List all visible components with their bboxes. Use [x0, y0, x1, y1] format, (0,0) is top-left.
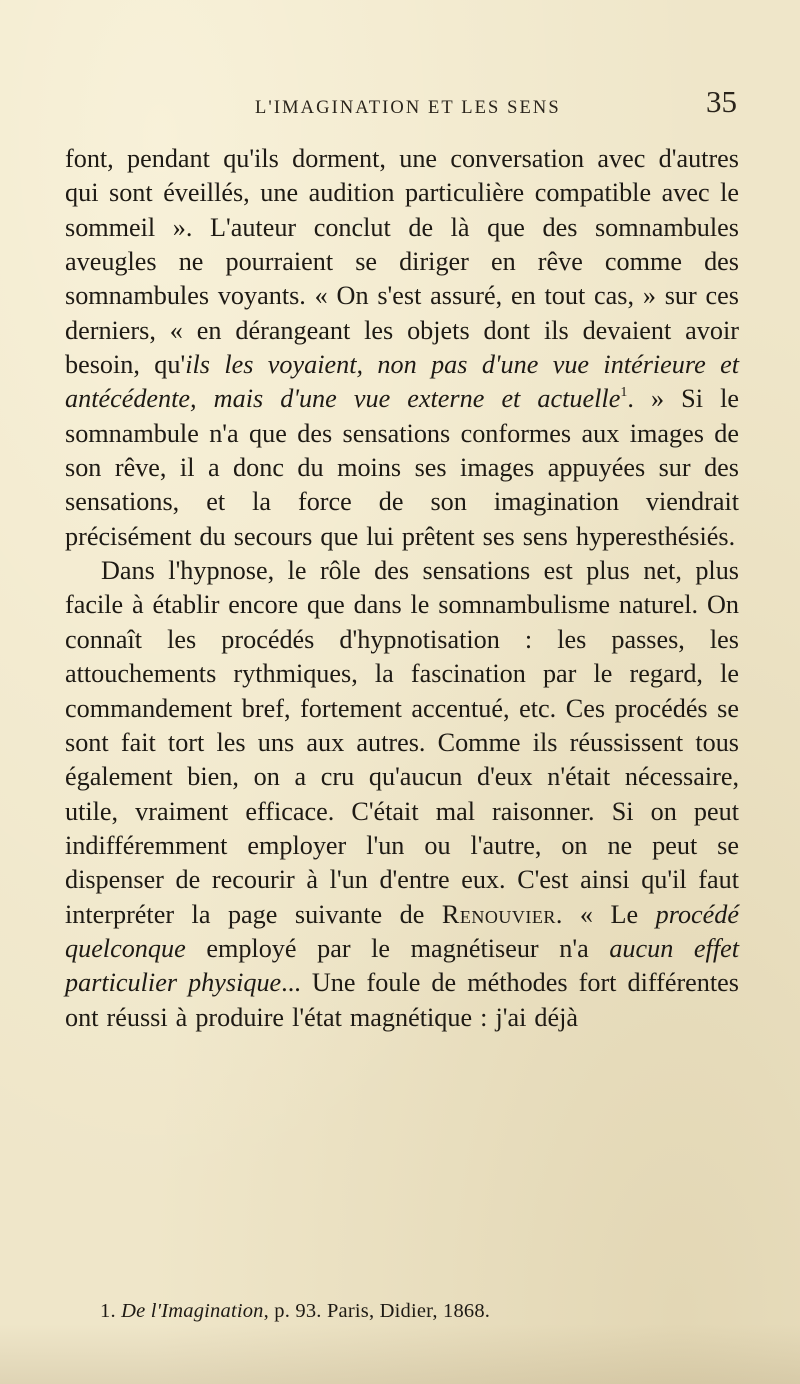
paragraph-2-italic-1: procédé quelconque: [65, 899, 740, 963]
running-title: L'IMAGINATION ET LES SENS: [255, 98, 561, 118]
paragraph-1: [65, 142, 739, 554]
footnote-number: 1.: [100, 1300, 116, 1322]
paragraph-2-italic-2: aucun effet particulier physique: [65, 933, 739, 998]
running-head: [255, 84, 737, 128]
body-text: [65, 142, 739, 1035]
footnote: [100, 1300, 740, 1323]
paragraph-2: [65, 554, 739, 1035]
paragraph-1-text-b: . » Si le somnambule n'a que des sensations conformes aux images de son rêve, il a donc du moins ses images appuyées sur des sensations, et la force de son imagination viendrait précisément du secours que lui prêtent ses sens hyperesthésiés.: [65, 384, 739, 551]
paragraph-2-text-a: Dans l'hypnose, le rôle des sensations est plus net, plus facile à établir encore que dans le somnambulisme naturel. On connaît les procédés d'hypnotisation : les passes, les attouchements rythmiques, la fascination par le regard, le commandement bref, fortement accentué, etc. Ces procédés se sont fait tort les uns aux autres. Comme ils réussissent tous également bien, on a cru qu'aucun d'eux n'était nécessaire, utile, vraiment efficace. C'était mal raisonner. Si on peut indifféremment employer l'un ou l'autre, on ne peut se dispenser de recourir à l'un d'entre eux. C'est ainsi qu'il faut interpréter la page suivante de: [65, 556, 739, 929]
footnote-title: De l'Imagination: [121, 1300, 264, 1322]
footnote-citation: , p. 93. Paris, Didier, 1868.: [263, 1300, 491, 1322]
paragraph-1-text-a: font, pendant qu'ils dorment, une conversation avec d'autres qui sont éveillés, une audition particulière compatible avec le sommeil ». L'auteur conclut de là que des somnambules aveugles ne pourraient se diriger en rêve comme des somnambules voyants. « On s'est assuré, en tout cas, » sur ces derniers, « en dérangeant les objets dont ils devaient avoir besoin, qu': [65, 144, 739, 380]
paragraph-2-text-b: . « Le: [555, 899, 656, 929]
page-shadow: [0, 1324, 800, 1384]
page-number: 35: [706, 84, 737, 119]
paragraph-2-text-c: employé par le magnétiseur n'a: [185, 933, 610, 963]
paragraph-2-text-d: ... Une foule de méthodes fort différentes ont réussi à produire l'état magnétique : j'ai déjà: [65, 968, 739, 1032]
author-name: Renouvier: [441, 899, 556, 929]
footnote-reference: 1: [620, 385, 628, 401]
paragraph-1-italic: ils les voyaient, non pas d'une vue intérieure et antécédente, mais d'une vue externe et actuelle: [65, 350, 739, 414]
